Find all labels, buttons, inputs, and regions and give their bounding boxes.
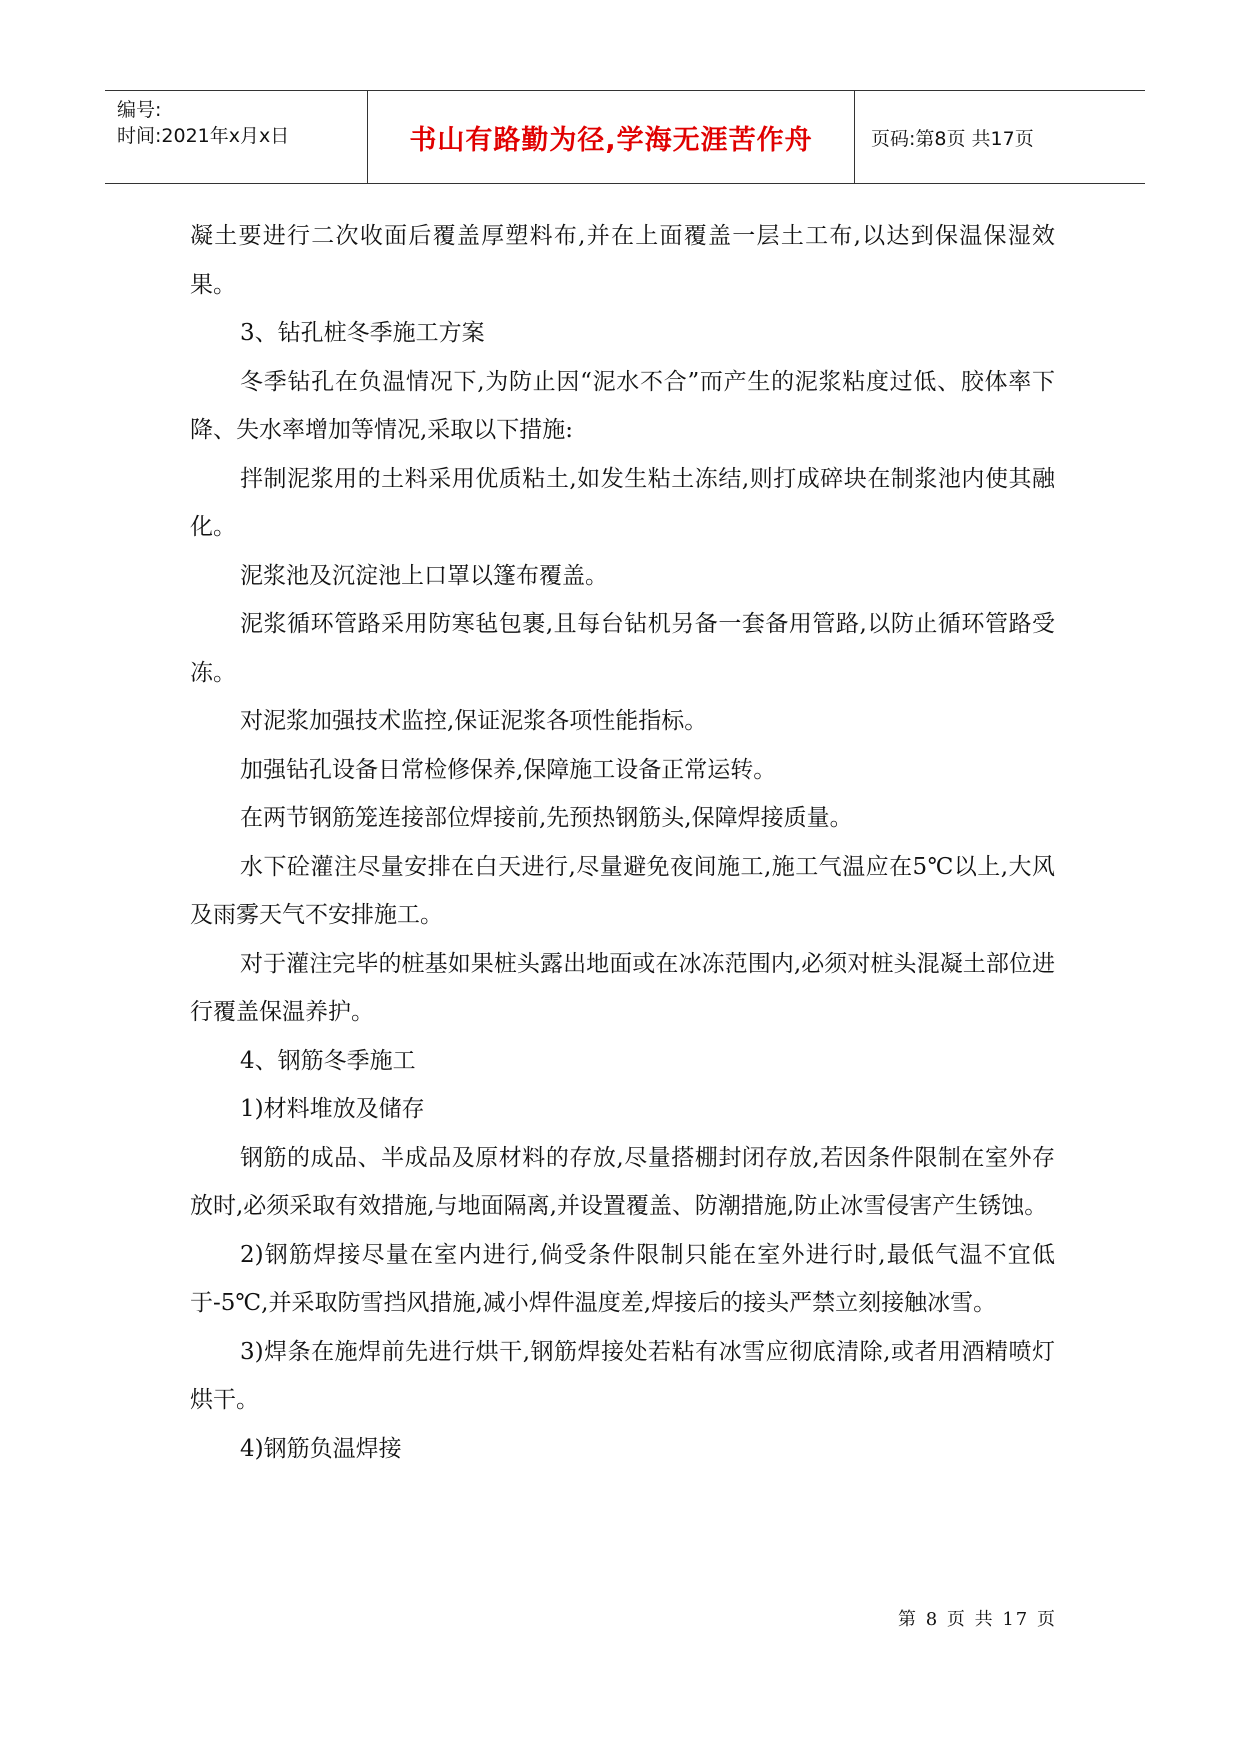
- page-footer: 第 8 页 共 17 页: [898, 1609, 1057, 1630]
- subsection-heading: 1)材料堆放及储存: [240, 1096, 425, 1122]
- paragraph: 冬季钻孔在负温情况下,为防止因“泥水不合”而产生的泥浆粘度过低、胶体率下降、失水率增加等情况,采取以下措施:: [190, 368, 1055, 443]
- paragraph: 对泥浆加强技术监控,保证泥浆各项性能指标。: [240, 708, 708, 734]
- paragraph: 加强钻孔设备日常检修保养,保障施工设备正常运转。: [240, 756, 777, 783]
- paragraph: 2)钢筋焊接尽量在室内进行,倘受条件限制只能在室外进行时,最低气温不宜低于-5℃,并采取防雪挡风措施,减小焊件温度差,焊接后的接头严禁立刻接触冰雪。: [190, 1241, 1055, 1316]
- subsection-heading: 4)钢筋负温焊接: [240, 1435, 402, 1462]
- paragraph: 3)焊条在施焊前先进行烘干,钢筋焊接处若粘有冰雪应彻底清除,或者用酒精喷灯烘干。: [190, 1338, 1055, 1413]
- paragraph: 拌制泥浆用的土料采用优质粘土,如发生粘土冻结,则打成碎块在制浆池内使其融化。: [190, 465, 1055, 540]
- section-heading: 3、钻孔桩冬季施工方案: [240, 320, 485, 346]
- document-number-label: 编号:: [117, 99, 162, 121]
- header-page-cell: [855, 91, 1145, 183]
- header-motto-cell: [368, 91, 855, 183]
- paragraph: 泥浆池及沉淀池上口罩以篷布覆盖。: [240, 562, 608, 589]
- header-motto: 书山有路勤为径,学海无涯苦作舟: [409, 124, 813, 156]
- document-time: 时间:2021年x月x日: [117, 125, 290, 147]
- section-heading: 4、钢筋冬季施工: [240, 1047, 416, 1074]
- page-header: [105, 90, 1145, 184]
- document-body: [190, 212, 1055, 1473]
- paragraph: 凝土要进行二次收面后覆盖厚塑料布,并在上面覆盖一层土工布,以达到保温保湿效果。: [190, 223, 1055, 298]
- paragraph: 在两节钢筋笼连接部位焊接前,先预热钢筋头,保障焊接质量。: [240, 805, 853, 831]
- paragraph: 水下砼灌注尽量安排在白天进行,尽量避免夜间施工,施工气温应在5℃以上,大风及雨雾天气不安排施工。: [190, 853, 1055, 928]
- paragraph: 泥浆循环管路采用防寒毡包裹,且每台钻机另备一套备用管路,以防止循环管路受冻。: [190, 611, 1055, 686]
- header-page-code: 页码:第8页 共17页: [871, 127, 1034, 150]
- paragraph: 对于灌注完毕的桩基如果桩头露出地面或在冰冻范围内,必须对桩头混凝土部位进行覆盖保温养护。: [190, 950, 1055, 1025]
- paragraph: 钢筋的成品、半成品及原材料的存放,尽量搭棚封闭存放,若因条件限制在室外存放时,必须采取有效措施,与地面隔离,并设置覆盖、防潮措施,防止冰雪侵害产生锈蚀。: [190, 1144, 1055, 1219]
- header-left-cell: [105, 91, 368, 183]
